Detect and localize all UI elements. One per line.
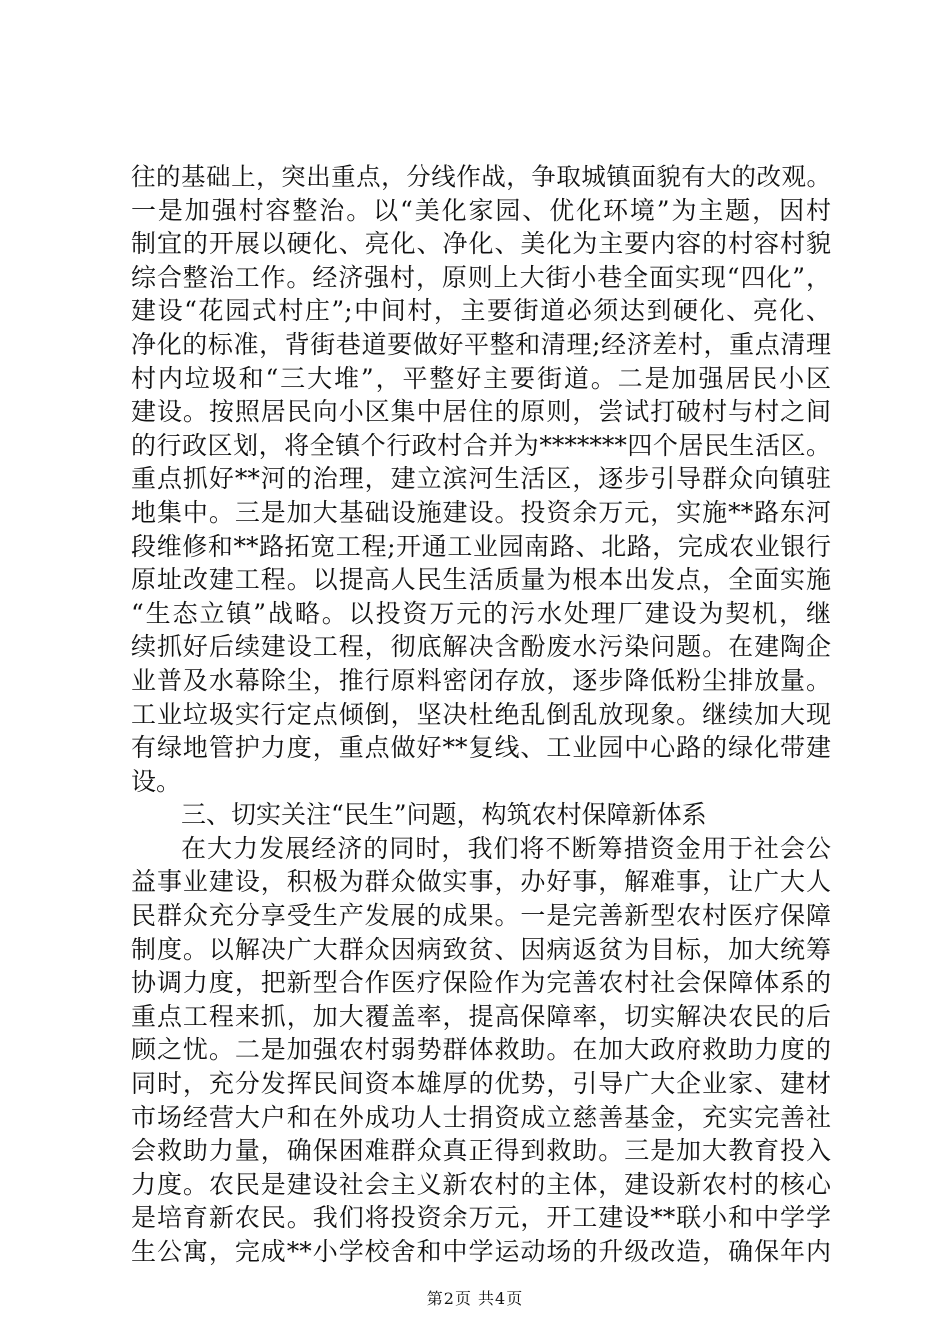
page-number-footer: 第2页 共4页 xyxy=(426,1289,524,1308)
text-line: 制宜的开展以硬化、亮化、净化、美化为主要内容的村容村貌 xyxy=(131,229,831,259)
text-line: 建设“花园式村庄”;中间村，主要街道必须达到硬化、亮化、 xyxy=(131,296,831,326)
text-line: 重点工程来抓，加大覆盖率，提高保障率，切实解决农民的后 xyxy=(131,1001,831,1031)
body-text xyxy=(131,160,831,1269)
text-line: 益事业建设，积极为群众做实事，办好事，解难事，让广大人 xyxy=(131,867,831,897)
text-line: 生公寓，完成**小学校舍和中学运动场的升级改造，确保年内 xyxy=(131,1237,831,1266)
text-line: 协调力度，把新型合作医疗保险作为完善农村社会保障体系的 xyxy=(131,968,831,998)
text-line: 工业垃圾实行定点倾倒，坚决杜绝乱倒乱放现象。继续加大现 xyxy=(131,699,831,729)
text-line: 顾之忧。二是加强农村弱势群体救助。在加大政府救助力度的 xyxy=(131,1035,831,1065)
section-heading: 三、切实关注“民生”问题，构筑农村保障新体系 xyxy=(181,800,707,830)
text-line: 地集中。三是加大基础设施建设。投资余万元，实施**路东河 xyxy=(131,497,831,527)
text-line: 净化的标准，背街巷道要做好平整和清理;经济差村，重点清理 xyxy=(131,329,831,359)
text-line: 设。 xyxy=(131,766,182,796)
text-line: 村内垃圾和“三大堆”，平整好主要街道。二是加强居民小区 xyxy=(131,363,831,393)
text-line: 原址改建工程。以提高人民生活质量为根本出发点，全面实施 xyxy=(131,565,831,595)
text-line: 的行政区划，将全镇个行政村合并为*******四个居民生活区。 xyxy=(131,430,831,460)
text-line: 制度。以解决广大群众因病致贫、因病返贫为目标，加大统筹 xyxy=(131,934,831,964)
text-line: 在大力发展经济的同时，我们将不断筹措资金用于社会公 xyxy=(181,833,831,863)
text-line: 力度。农民是建设社会主义新农村的主体，建设新农村的核心 xyxy=(131,1169,831,1199)
text-line: “生态立镇”战略。以投资万元的污水处理厂建设为契机，继 xyxy=(131,598,831,628)
text-line: 市场经营大户和在外成功人士捐资成立慈善基金，充实完善社 xyxy=(131,1102,831,1132)
text-line: 是培育新农民。我们将投资余万元，开工建设**联小和中学学 xyxy=(131,1203,831,1233)
text-line: 往的基础上，突出重点，分线作战，争取城镇面貌有大的改观。 xyxy=(131,162,831,191)
text-line: 有绿地管护力度，重点做好**复线、工业园中心路的绿化带建 xyxy=(131,733,831,763)
text-line: 业普及水幕除尘，推行原料密闭存放，逐步降低粉尘排放量。 xyxy=(131,665,831,695)
text-line: 综合整治工作。经济强村，原则上大街小巷全面实现“四化”， xyxy=(131,262,831,292)
text-line: 建设。按照居民向小区集中居住的原则，尝试打破村与村之间 xyxy=(131,397,831,427)
text-line: 会救助力量，确保困难群众真正得到救助。三是加大教育投入 xyxy=(131,1136,831,1166)
text-line: 段维修和**路拓宽工程;开通工业园南路、北路，完成农业银行 xyxy=(131,531,831,561)
text-line: 民群众充分享受生产发展的成果。一是完善新型农村医疗保障 xyxy=(131,901,831,931)
text-line: 重点抓好**河的治理，建立滨河生活区，逐步引导群众向镇驻 xyxy=(131,464,831,494)
text-line: 续抓好后续建设工程，彻底解决含酚废水污染问题。在建陶企 xyxy=(131,632,831,662)
text-line: 一是加强村容整治。以“美化家园、优化环境”为主题，因村 xyxy=(131,195,831,225)
text-line: 同时，充分发挥民间资本雄厚的优势，引导广大企业家、建材 xyxy=(131,1069,831,1099)
